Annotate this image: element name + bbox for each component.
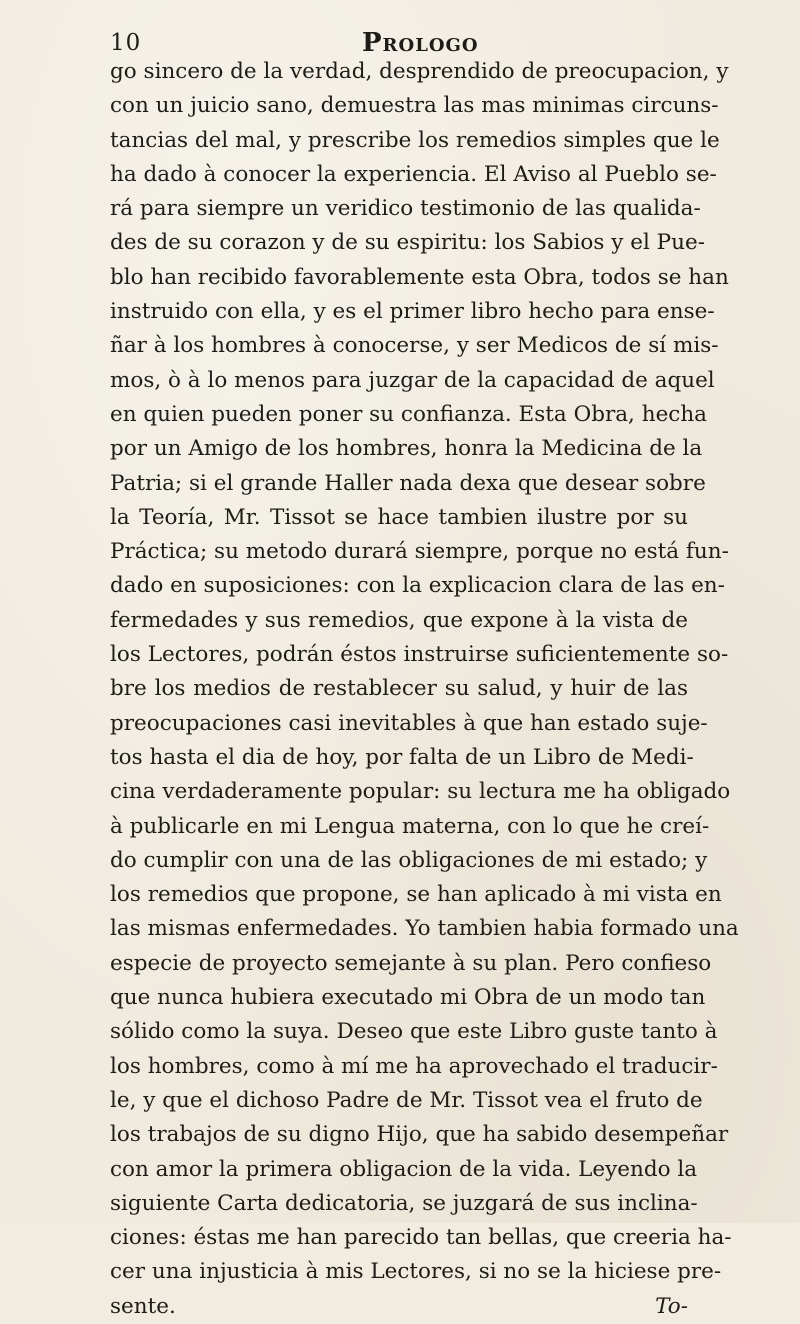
text-line: do cumplir con una de las obligaciones de mi estado; y (110, 847, 708, 873)
text-line: des de su corazon y de su espiritu: los Sabios y el Pue- (110, 230, 705, 256)
text-line: los Lectores, podrán éstos instruirse suficientemente so- (110, 642, 729, 668)
text-line: go sincero de la verdad, desprendido de preocupacion, y (110, 59, 729, 84)
text-line: los trabajos de su digno Hijo, que ha sabido desempeñar (110, 1122, 729, 1148)
text-line: le, y que el dichoso Padre de Mr. Tissot vea el fruto de (110, 1087, 703, 1113)
catchword: To- (655, 1293, 688, 1319)
text-line: siguiente Carta dedicatoria, se juzgará de sus inclina- (110, 1190, 698, 1216)
text-line: sólido como la suya. Deseo que este Libro guste tanto à (110, 1019, 718, 1045)
text-line: por un Amigo de los hombres, honra la Medicina de la (110, 436, 703, 462)
text-line: bre los medios de restablecer su salud, y huir de las (110, 676, 688, 702)
text-line: los remedios que propone, se han aplicado à mi vista en (110, 882, 722, 908)
text-line: la Teoría, Mr. Tissot se hace tambien ilustre por su (110, 504, 688, 530)
page-number: 10 (110, 30, 142, 56)
text-line: en quien pueden poner su confianza. Esta Obra, hecha (110, 401, 708, 427)
text-line: con amor la primera obligacion de la vida. Leyendo la (110, 1156, 698, 1182)
text-line: las mismas enfermedades. Yo tambien habia formado una (110, 916, 739, 942)
text-line: tancias del mal, y prescribe los remedios simples que le (110, 127, 720, 153)
text-line: preocupaciones casi inevitables à que han estado suje- (110, 710, 708, 736)
text-line: tos hasta el dia de hoy, por falta de un Libro de Medi- (110, 744, 694, 770)
text-line: Práctica; su metodo durará siempre, porque no está fun- (110, 539, 729, 565)
text-line: mos, ò à lo menos para juzgar de la capacidad de aquel (110, 367, 715, 393)
text-line: cina verdaderamente popular: su lectura me ha obligado (110, 779, 731, 805)
text-line: blo han recibido favorablemente esta Obra, todos se han (110, 264, 729, 290)
body-text (110, 55, 739, 1324)
text-line: cer una injusticia à mis Lectores, si no se la hiciese pre- (110, 1259, 722, 1285)
text-line: ñar à los hombres à conocerse, y ser Medicos de sí mis- (110, 333, 719, 359)
text-line: instruido con ella, y es el primer libro hecho para ense- (110, 299, 715, 325)
text-line: Patria; si el grande Haller nada dexa que desear sobre (110, 470, 706, 496)
text-line: dado en suposiciones: con la explicacion clara de las en- (110, 573, 725, 599)
text-line: à publicarle en mi Lengua materna, con lo que he creí- (110, 813, 710, 839)
text-line: que nunca hubiera executado mi Obra de un modo tan (110, 985, 706, 1011)
text-line: rá para siempre un veridico testimonio de las qualida- (110, 196, 701, 222)
last-text-line (110, 1290, 688, 1324)
running-title: Prologo (362, 28, 479, 58)
text-line: los hombres, como à mí me ha aprovechado el traducir- (110, 1053, 718, 1079)
text-line: ha dado à conocer la experiencia. El Aviso al Pueblo se- (110, 161, 717, 187)
text-line: con un juicio sano, demuestra las mas minimas circuns- (110, 93, 719, 119)
text-line: especie de proyecto semejante à su plan. Pero confieso (110, 950, 712, 976)
text-line-end: sente. (110, 1293, 176, 1319)
text-line: ciones: éstas me han parecido tan bellas, que creeria ha- (110, 1225, 732, 1251)
text-line: fermedades y sus remedios, que expone à la vista de (110, 607, 688, 633)
